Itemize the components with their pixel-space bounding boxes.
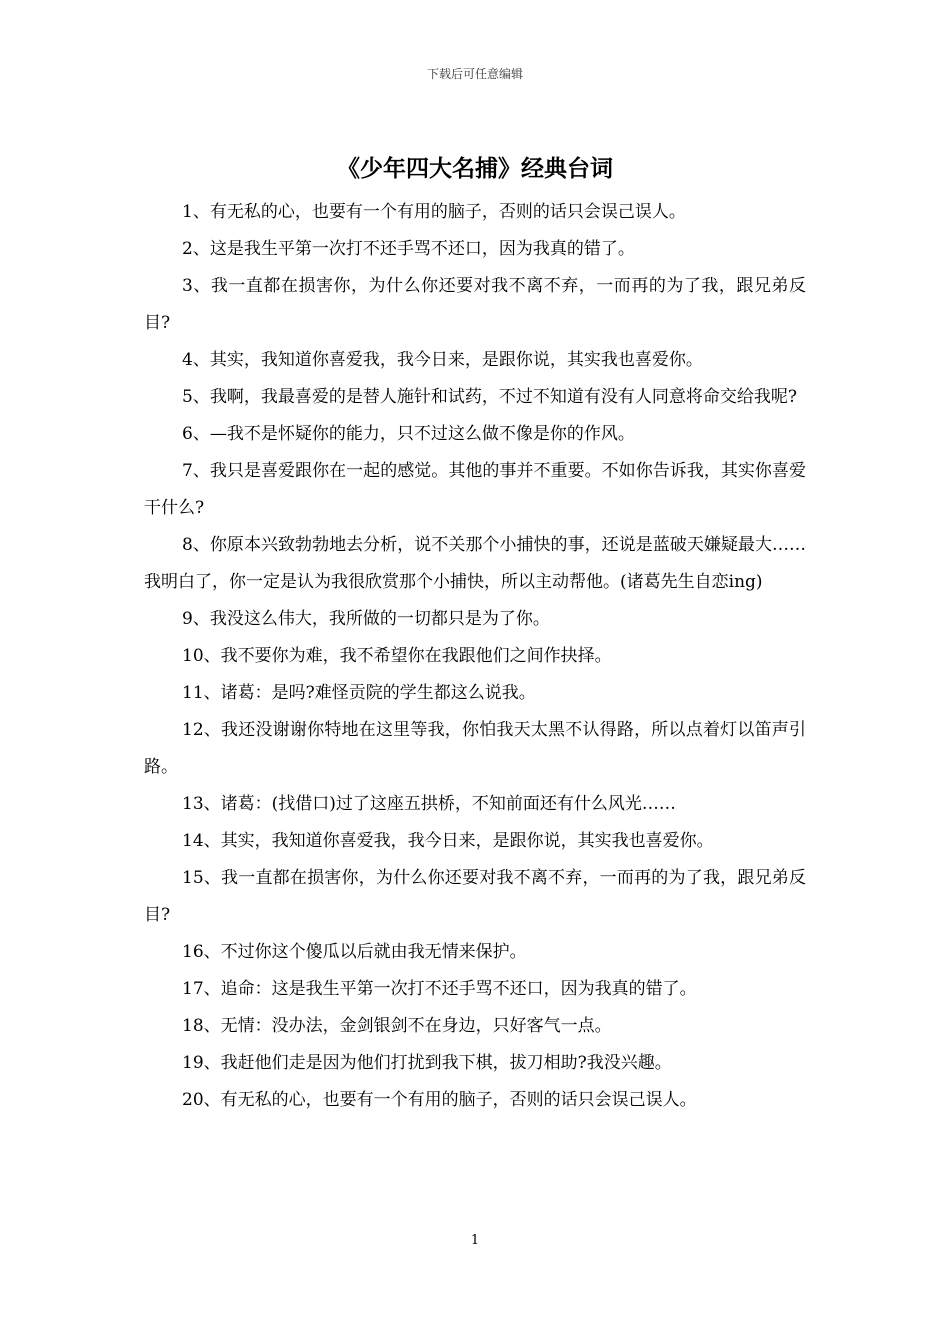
quote-paragraph: 13、诸葛：(找借口)过了这座五拱桥，不知前面还有什么风光…… <box>182 794 676 814</box>
quote-paragraph: 5、我啊，我最喜爱的是替人施针和试药，不过不知道有没有人同意将命交给我呢? <box>182 387 797 407</box>
quote-paragraph: 9、我没这么伟大，我所做的一切都只是为了你。 <box>182 609 550 629</box>
quote-paragraph: 18、无情：没办法，金剑银剑不在身边，只好客气一点。 <box>182 1016 612 1036</box>
quote-paragraph: 4、其实，我知道你喜爱我，我今日来，是跟你说，其实我也喜爱你。 <box>182 350 703 370</box>
page-header-note: 下载后可任意编辑 <box>426 67 523 81</box>
quote-paragraph: 20、有无私的心，也要有一个有用的脑子，否则的话只会误己误人。 <box>182 1090 697 1110</box>
quote-paragraph: 7、我只是喜爱跟你在一起的感觉。其他的事并不重要。不如你告诉我，其实你喜爱干什么? <box>144 461 806 518</box>
page-number: 1 <box>470 1233 480 1248</box>
quote-paragraph: 1、有无私的心，也要有一个有用的脑子，否则的话只会误己误人。 <box>182 202 686 222</box>
quote-paragraph: 16、不过你这个傻瓜以后就由我无情来保护。 <box>182 942 527 962</box>
quote-paragraph: 19、我赶他们走是因为他们打扰到我下棋，拔刀相助?我没兴趣。 <box>182 1053 672 1073</box>
quote-paragraph: 11、诸葛：是吗?难怪贡院的学生都这么说我。 <box>182 683 536 703</box>
quote-paragraph: 10、我不要你为难，我不希望你在我跟他们之间作抉择。 <box>182 646 612 666</box>
quote-paragraph: 14、其实，我知道你喜爱我，我今日来，是跟你说，其实我也喜爱你。 <box>182 831 714 851</box>
quote-paragraph: 15、我一直都在损害你，为什么你还要对我不离不弃，一而再的为了我，跟兄弟反目? <box>144 868 806 925</box>
quote-paragraph: 2、这是我生平第一次打不还手骂不还口，因为我真的错了。 <box>182 239 635 259</box>
quote-paragraph: 8、你原本兴致勃勃地去分析，说不关那个小捕快的事，还说是蓝破天嫌疑最大……我明白了，你一定是认为我很欣赏那个小捕快，所以主动帮他。(诸葛先生自恋ing) <box>144 535 806 592</box>
quote-paragraph: 6、—我不是怀疑你的能力，只不过这么做不像是你的作风。 <box>182 424 635 444</box>
quote-paragraph: 17、追命：这是我生平第一次打不还手骂不还口，因为我真的错了。 <box>182 979 697 999</box>
document-title: 《少年四大名捕》经典台词 <box>337 155 613 182</box>
quote-paragraph: 12、我还没谢谢你特地在这里等我，你怕我天太黑不认得路，所以点着灯以笛声引路。 <box>144 720 806 777</box>
quote-paragraph: 3、我一直都在损害你，为什么你还要对我不离不弃，一而再的为了我，跟兄弟反目? <box>144 276 806 333</box>
document-body <box>144 194 806 1119</box>
